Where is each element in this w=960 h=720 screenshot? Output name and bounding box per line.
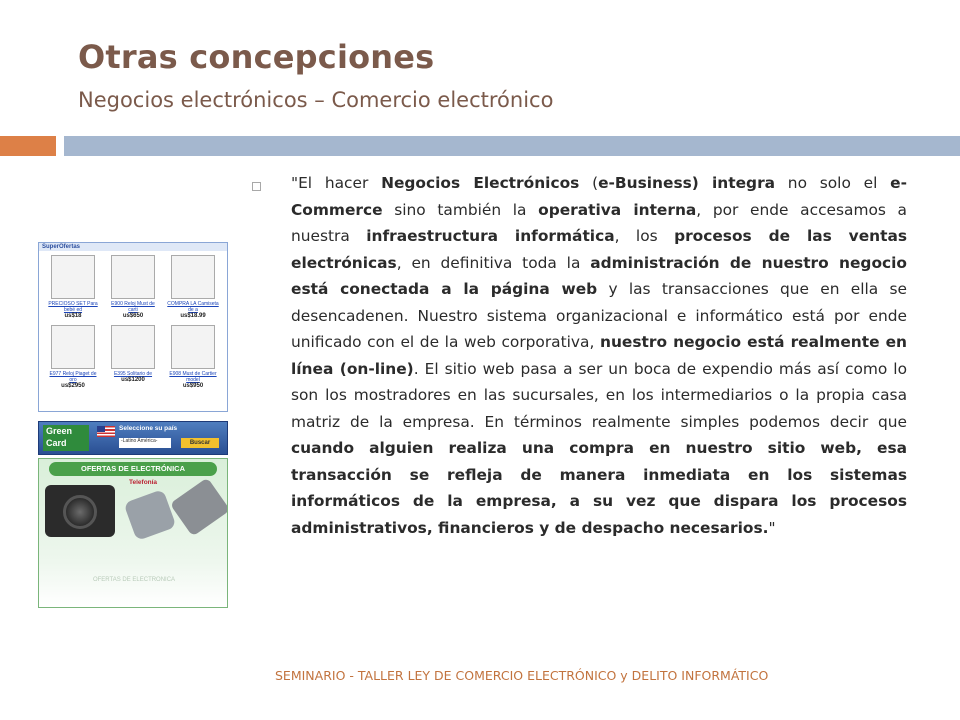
search-button[interactable]: Buscar — [181, 438, 219, 448]
product-price: us$1200 — [121, 377, 145, 383]
product-link[interactable]: E908 Must de Cartier model — [169, 371, 217, 383]
body-segment: e-Commerce — [291, 174, 907, 219]
product-link[interactable]: COMPRA LA Camiseta de a — [167, 301, 219, 313]
country-select-label: Seleccione su país — [119, 425, 178, 432]
watch-icon[interactable] — [111, 255, 155, 299]
product-card[interactable] — [43, 255, 103, 319]
electronics-offers-banner[interactable] — [38, 458, 228, 608]
phone-icon — [170, 477, 228, 536]
product-card[interactable] — [103, 325, 163, 389]
product-link[interactable]: E395 Solitario de — [113, 371, 153, 377]
watch-icon[interactable] — [171, 325, 215, 369]
body-segment: administración de nuestro negocio está conectada a la página web — [291, 253, 907, 298]
shop-header: SuperOfertas — [39, 243, 227, 251]
slide-footer: SEMINARIO - TALLER LEY DE COMERCIO ELECTRÓNICO y DELITO INFORMÁTICO — [275, 668, 769, 683]
body-segment: nuestro negocio está realmente en línea (on-line) — [291, 333, 907, 378]
body-segment: operativa interna — [538, 200, 697, 219]
body-segment: Negocios Electrónicos — [381, 174, 580, 192]
offers-title: OFERTAS DE ELECTRÓNICA — [49, 462, 217, 476]
product-card[interactable] — [43, 325, 103, 389]
body-segment: e-Business) integra — [598, 174, 776, 192]
body-segment: boca — [633, 359, 671, 378]
bullet-marker — [252, 182, 261, 191]
greencard-banner[interactable] — [38, 421, 228, 455]
baby-set-icon[interactable] — [51, 255, 95, 299]
body-segment: , por ende accesamos a nuestra — [291, 200, 907, 245]
product-card[interactable] — [163, 255, 223, 319]
body-segment: infraestructura informática — [366, 227, 615, 245]
product-price: us$2950 — [61, 383, 85, 389]
greencard-logo: Green Card — [43, 425, 89, 451]
shop-panel — [38, 242, 228, 412]
body-segment: sino también la — [382, 200, 539, 219]
watch-icon[interactable] — [51, 325, 95, 369]
accent-bar-orange — [0, 136, 56, 156]
offers-footer-reflection: OFERTAS DE ELECTRÓNICA — [92, 577, 176, 583]
product-price: us$950 — [182, 383, 204, 389]
flag-icon — [97, 426, 115, 437]
product-link[interactable]: E977 Reloj Piaget de oro — [49, 371, 97, 383]
body-segment: , los — [614, 227, 675, 245]
phone-icon — [123, 489, 176, 541]
product-price: us$18.99 — [180, 313, 206, 319]
product-link[interactable]: E900 Reloj Must de carti — [111, 301, 155, 313]
product-grid — [43, 255, 223, 389]
body-segment: , en definitiva toda la — [396, 253, 591, 272]
body-segment: . El sitio web pasa a ser un — [413, 359, 634, 378]
slide-subtitle: Negocios electrónicos – Comercio electrónico — [78, 88, 554, 112]
product-price: us$18 — [64, 313, 82, 319]
country-dropdown[interactable]: -Latino América- — [119, 438, 171, 448]
ring-icon[interactable] — [111, 325, 155, 369]
offers-category-label: Telefonía — [129, 479, 158, 486]
camera-icon — [45, 485, 115, 537]
body-segment: de expendio más así como lo son los mostradores en las sucursales, en los intermediarios o la propia casa matriz de la empresa. En términos realmente simples podemos decir que — [291, 359, 907, 431]
accent-bar-blue — [64, 136, 960, 156]
body-segment: "El hacer — [291, 174, 382, 192]
body-paragraph — [291, 170, 907, 541]
body-segment: cuando alguien realiza una compra en nuestro sitio web, esa transacción se refleja de manera inmediata en los sistemas informáticos de la empresa, a su vez que dispara los procesos administrativos, financieros y de despacho necesarios. — [291, 439, 907, 537]
product-card[interactable] — [103, 255, 163, 319]
body-segment: " — [768, 518, 776, 537]
body-segment: y las transacciones que en ella se desencadenen. Nuestro sistema organizacional e informático está por ende unificado con el de la web corporativa, — [291, 280, 907, 351]
body-segment: no solo el — [775, 174, 891, 192]
slide-title: Otras concepciones — [78, 38, 435, 76]
tshirt-icon[interactable] — [171, 255, 215, 299]
body-segment: procesos de las ventas electrónicas — [291, 227, 907, 272]
product-card[interactable] — [163, 325, 223, 389]
product-link[interactable]: PRECIOSO SET Para bebé ed — [48, 301, 98, 313]
product-price: us$650 — [122, 313, 144, 319]
body-segment: ( — [579, 174, 599, 192]
